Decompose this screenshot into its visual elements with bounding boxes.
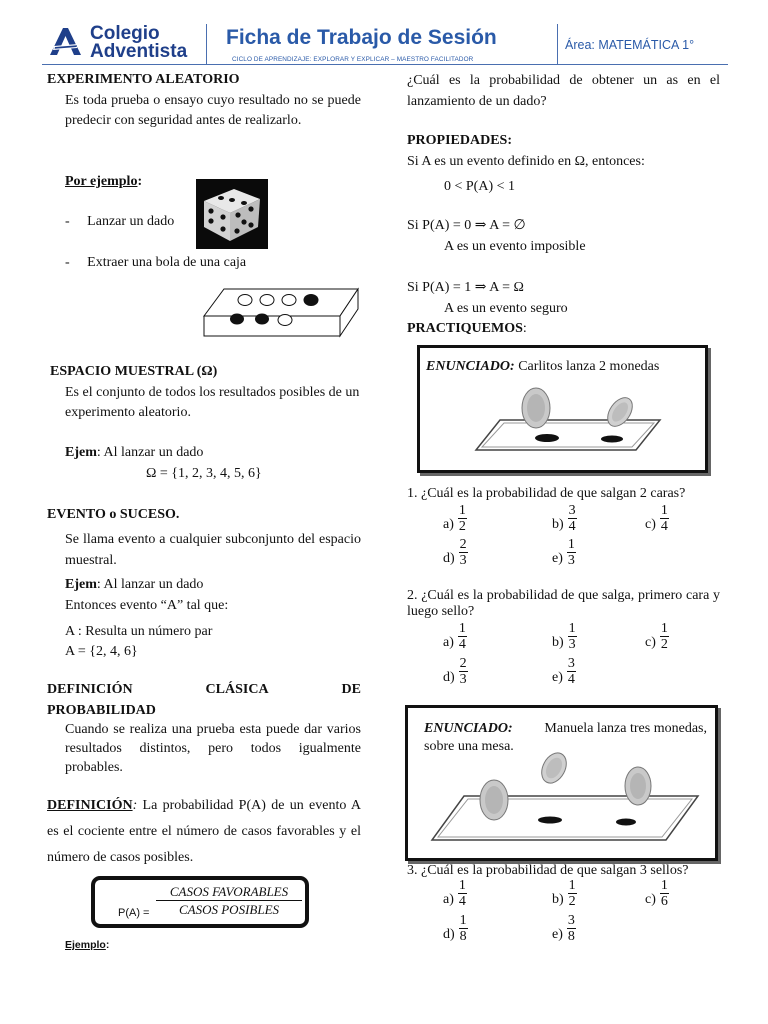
fraction-numerator: 1 [459, 913, 467, 928]
page-subtitle: CICLO DE APRENDIZAJE: EXPLORAR Y EXPLICAR – MAESTRO FACILITADOR [232, 56, 474, 63]
evento-example-text: : Al lanzar un dado [96, 577, 204, 592]
answer-fraction [567, 913, 576, 944]
enunciado-label: ENUNCIADO: [424, 721, 513, 736]
prop-range: 0 < P(A) < 1 [444, 179, 516, 194]
enunciado-2-body: Manuela lanza tres monedas, sobre una mesa. [424, 721, 707, 754]
fraction-denominator: 4 [458, 637, 466, 652]
fraction-numerator: 1 [660, 503, 668, 518]
omega-set: Ω = {1, 2, 3, 4, 5, 6} [146, 466, 262, 481]
logo-line2: Adventista [90, 41, 188, 62]
definicion-paragraph [47, 793, 361, 871]
school-logo-icon [48, 26, 82, 56]
answer-option-label: c) [645, 516, 656, 532]
answer-fraction [458, 621, 467, 652]
def-heading-word3: DE [341, 682, 361, 697]
evento-example [65, 575, 203, 595]
fraction-denominator: 3 [459, 672, 467, 687]
evento-then: Entonces evento “A” tal que: [65, 598, 229, 613]
fraction-denominator: 2 [660, 637, 668, 652]
formula-denominator: CASOS POSIBLES [178, 902, 280, 917]
fraction-denominator: 2 [568, 894, 576, 909]
prop-one: Si P(A) = 1 ⇒ A = Ω [407, 280, 524, 295]
two-coins-image [470, 386, 666, 456]
enunciado-label: ENUNCIADO: [426, 359, 515, 374]
prop-zero: Si P(A) = 0 ⇒ A = ∅ [407, 218, 526, 233]
def-heading-line2: PROBABILIDAD [47, 703, 156, 718]
def-text: Cuando se realiza una prueba esta puede dar varios resultados distintos, pero todos igualmente probables. [65, 722, 361, 775]
exp-heading: EXPERIMENTO ALEATORIO [47, 72, 240, 87]
answer-fraction [660, 621, 669, 652]
answer-option[interactable] [443, 913, 468, 945]
answer-option-label: a) [443, 891, 454, 907]
answer-fraction [459, 656, 468, 687]
answer-option-label: c) [645, 891, 656, 907]
fraction-numerator: 1 [458, 503, 466, 518]
esp-heading: ESPACIO MUESTRAL (Ω) [50, 364, 218, 379]
esp-example [65, 443, 203, 463]
answer-fraction [458, 878, 467, 909]
ejemplo-footer-colon: : [105, 939, 110, 951]
question-2: 2. ¿Cuál es la probabilidad de que salga, primero cara y luego sello? [407, 588, 720, 619]
header-divider-left [206, 24, 207, 64]
answer-option-label: e) [552, 669, 563, 685]
ejem-label: Ejem [65, 577, 97, 592]
evento-definition: Se llama evento a cualquier subconjunto del espacio muestral. [65, 532, 361, 568]
answer-option[interactable] [552, 503, 577, 535]
pract-heading [407, 319, 527, 339]
formula-pa [118, 906, 149, 922]
fraction-numerator: 3 [567, 913, 575, 928]
fraction-numerator: 3 [567, 656, 575, 671]
answer-option[interactable] [443, 537, 468, 569]
list-dash: - [65, 214, 70, 229]
fraction-denominator: 6 [660, 894, 668, 909]
exp-definition: Es toda prueba o ensayo cuyo resultado no se puede predecir con seguridad antes de realizarlo. [65, 93, 361, 128]
fraction-numerator: 1 [567, 537, 575, 552]
definicion-label: DEFINICIÓN [47, 798, 133, 813]
question-as: ¿Cuál es la probabilidad de obtener un as en el lanzamiento de un dado? [407, 73, 720, 109]
enunciado-1-text [426, 357, 659, 377]
fraction-numerator: 1 [458, 621, 466, 636]
prop-heading: PROPIEDADES: [407, 133, 513, 148]
answer-option-label: b) [552, 891, 564, 907]
answer-option[interactable] [645, 621, 669, 653]
fraction-denominator: 3 [459, 553, 467, 568]
def-heading-word1: DEFINICIÓN [47, 682, 133, 697]
formula-pa-text: P(A) = [118, 907, 150, 919]
answer-option[interactable] [552, 621, 577, 653]
answer-fraction [459, 537, 468, 568]
fraction-denominator: 3 [568, 637, 576, 652]
example-label [65, 172, 142, 192]
formula-numerator: CASOS FAVORABLES [156, 883, 302, 901]
answer-option[interactable] [443, 656, 468, 688]
fraction-denominator: 2 [458, 519, 466, 534]
list-item-bola [65, 253, 246, 273]
ejem-label: Ejem [65, 445, 97, 460]
formula-fraction [156, 883, 302, 918]
area-label: Área: MATEMÁTICA 1° [565, 38, 695, 52]
answer-fraction [568, 878, 577, 909]
fraction-numerator: 2 [459, 537, 467, 552]
header-divider-right [557, 24, 558, 64]
answer-option-label: d) [443, 926, 455, 942]
prop-line: Si A es un evento definido en Ω, entonces: [407, 154, 645, 169]
answer-option[interactable] [552, 537, 576, 569]
answer-option[interactable] [443, 503, 467, 535]
box-with-balls-image [200, 283, 362, 341]
answer-fraction [568, 503, 577, 534]
dice-image [196, 179, 268, 249]
answer-fraction [568, 621, 577, 652]
answer-option-label: d) [443, 669, 455, 685]
fraction-denominator: 4 [568, 519, 576, 534]
answer-fraction [567, 656, 576, 687]
fraction-numerator: 1 [568, 878, 576, 893]
fraction-numerator: 1 [568, 621, 576, 636]
definicion-colon: : [132, 798, 138, 813]
answer-option-label: e) [552, 550, 563, 566]
prop-zero-desc: A es un evento imposible [444, 239, 586, 254]
answer-option[interactable] [645, 878, 669, 910]
fraction-numerator: 1 [660, 878, 668, 893]
def-heading-word2: CLÁSICA [205, 682, 269, 697]
list-dash: - [65, 255, 70, 270]
answer-option-label: b) [552, 516, 564, 532]
ejemplo-footer [65, 938, 109, 953]
fraction-denominator: 8 [567, 929, 575, 944]
fraction-numerator: 1 [660, 621, 668, 636]
page-title: Ficha de Trabajo de Sesión [226, 26, 497, 49]
answer-option-label: c) [645, 634, 656, 650]
fraction-numerator: 1 [458, 878, 466, 893]
evento-heading: EVENTO o SUCESO. [47, 507, 180, 522]
pract-colon: : [522, 321, 527, 336]
answer-option[interactable] [552, 913, 576, 945]
answer-option-label: d) [443, 550, 455, 566]
answer-fraction [660, 878, 669, 909]
evento-a1: A : Resulta un número par [65, 624, 213, 639]
answer-fraction [660, 503, 669, 534]
answer-option[interactable] [443, 878, 467, 910]
question-3: 3. ¿Cuál es la probabilidad de que salgan 3 sellos? [407, 863, 689, 878]
logo-line1: Colegio [90, 23, 160, 44]
answer-option-label: e) [552, 926, 563, 942]
answer-option-label: a) [443, 516, 454, 532]
evento-a2: A = {2, 4, 6} [65, 644, 138, 659]
answer-option[interactable] [443, 621, 467, 653]
question-1: 1. ¿Cuál es la probabilidad de que salgan 2 caras? [407, 486, 686, 501]
pract-heading-text: PRACTIQUEMOS [407, 321, 523, 336]
fraction-denominator: 4 [567, 672, 575, 687]
esp-example-text: : Al lanzar un dado [96, 445, 204, 460]
fraction-numerator: 3 [568, 503, 576, 518]
fraction-denominator: 8 [459, 929, 467, 944]
answer-fraction [458, 503, 467, 534]
fraction-denominator: 4 [458, 894, 466, 909]
fraction-denominator: 3 [567, 553, 575, 568]
answer-option-label: b) [552, 634, 564, 650]
answer-fraction [567, 537, 576, 568]
enunciado-1-body: Carlitos lanza 2 monedas [514, 359, 660, 374]
example-colon: : [137, 174, 143, 189]
answer-option[interactable] [645, 503, 669, 535]
three-coins-image [412, 750, 704, 846]
answer-option[interactable] [552, 656, 576, 688]
esp-definition: Es el conjunto de todos los resultados posibles de un experimento aleatorio. [65, 385, 360, 420]
answer-option[interactable] [552, 878, 577, 910]
ejemplo-footer-text: Ejemplo [65, 939, 106, 951]
list-item-label: Lanzar un dado [87, 214, 175, 229]
def-heading-line1 [47, 680, 361, 700]
prop-one-desc: A es un evento seguro [444, 301, 568, 316]
answer-option-label: a) [443, 634, 454, 650]
header-rule [42, 64, 728, 65]
list-item-label: Extraer una bola de una caja [87, 255, 247, 270]
fraction-denominator: 4 [660, 519, 668, 534]
list-item-dado [65, 212, 174, 232]
fraction-numerator: 2 [459, 656, 467, 671]
example-label-text: Por ejemplo [65, 174, 138, 189]
answer-fraction [459, 913, 468, 944]
definicion-text: La probabilidad P(A) de un evento A es el cociente entre el número de casos favorables y el número de casos posibles. [47, 798, 361, 865]
